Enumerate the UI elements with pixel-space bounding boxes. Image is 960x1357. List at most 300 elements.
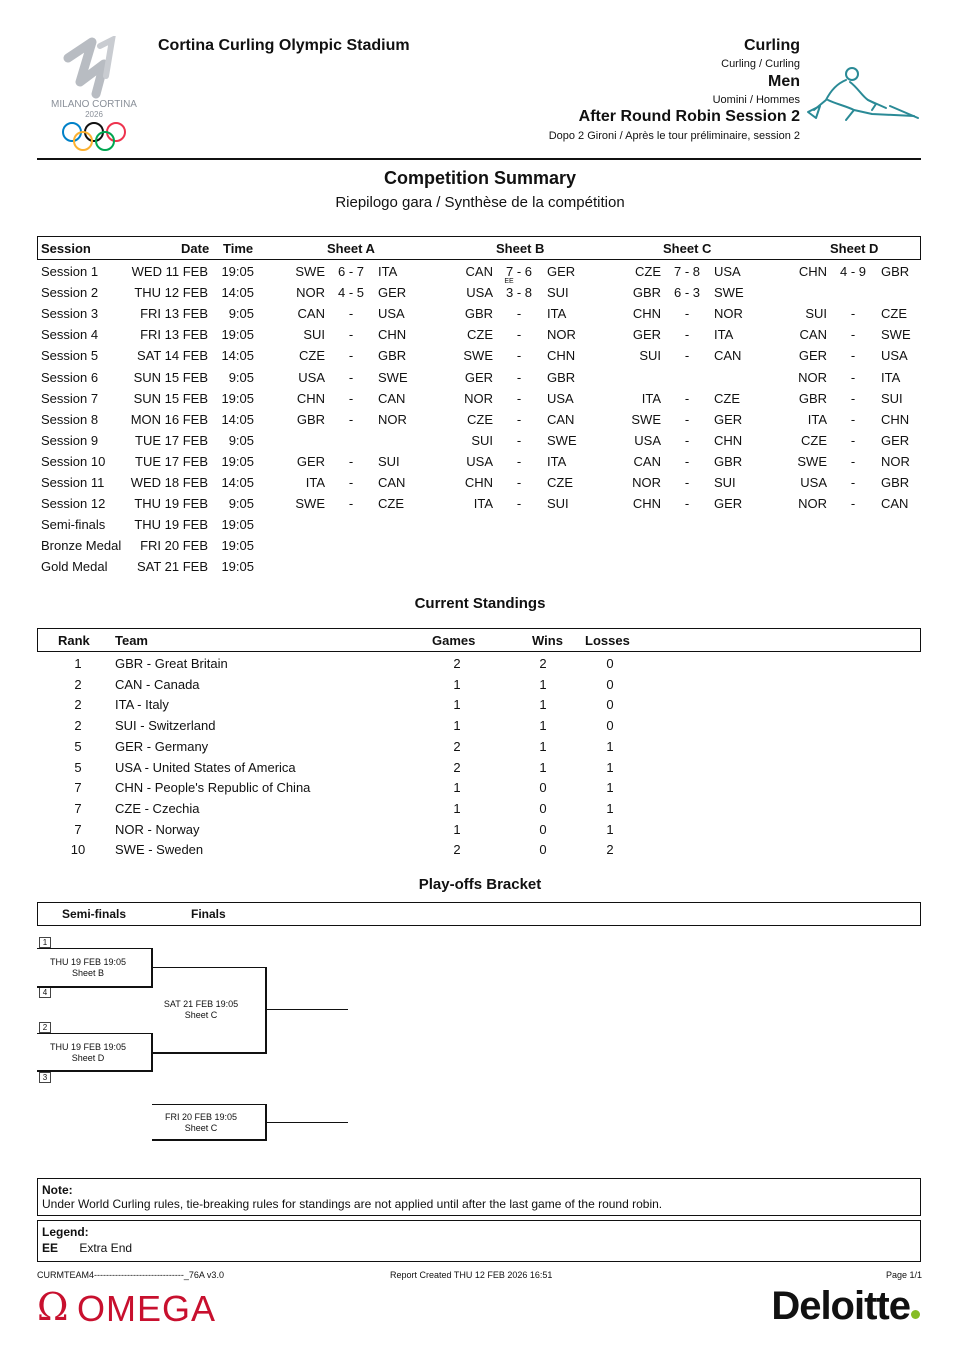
team-left: ITA	[473, 496, 493, 512]
team-left: SWE	[463, 348, 493, 364]
game-score: -	[684, 348, 690, 364]
bracket-line	[37, 1033, 152, 1034]
games-logo	[40, 36, 148, 154]
session-date: SUN 15 FEB	[133, 369, 208, 385]
team-left: SWE	[631, 411, 661, 427]
standing-losses: 0	[606, 718, 614, 734]
standing-losses: 1	[606, 821, 614, 837]
team-right: USA	[547, 390, 574, 406]
team-right: SWE	[378, 369, 408, 385]
standing-rank: 7	[74, 780, 82, 796]
session-time: 14:05	[221, 348, 254, 364]
game-score: -	[348, 496, 354, 512]
session-name: Session 2	[41, 285, 99, 301]
standing-team: CAN - Canada	[115, 676, 200, 692]
team-left: GBR	[632, 285, 661, 301]
team-right: SUI	[714, 475, 736, 490]
standing-games: 2	[453, 738, 461, 754]
final-date: SAT 21 FEB 19:05	[163, 999, 239, 1009]
semi-2-date: THU 19 FEB 19:05	[49, 1042, 127, 1052]
standing-losses: 0	[606, 656, 614, 671]
standing-rank: 7	[74, 800, 82, 816]
standings-row	[0, 822, 960, 843]
team-right: SUI	[378, 453, 400, 469]
team-left: USA	[298, 369, 325, 385]
team-right: GER	[881, 432, 910, 448]
header-divider	[37, 158, 921, 160]
team-right: GER	[378, 285, 407, 301]
team-left: SUI	[303, 327, 325, 343]
standing-rank: 5	[74, 759, 82, 775]
team-left: NOR	[296, 285, 325, 301]
note-box	[37, 1178, 921, 1216]
bracket-line	[37, 986, 152, 988]
team-right: GER	[714, 496, 743, 512]
game-score: -	[348, 453, 354, 469]
session-name: Session 12	[41, 496, 106, 512]
session-date: THU 12 FEB	[134, 285, 208, 301]
game-score: -	[850, 390, 856, 406]
session-time: 19:05	[221, 390, 254, 406]
standing-wins: 1	[539, 697, 547, 713]
game-score: 6 - 7	[337, 264, 364, 279]
standing-rank: 1	[74, 656, 82, 671]
standing-wins: 1	[539, 738, 547, 754]
team-left: ITA	[305, 475, 325, 490]
team-right: CZE	[714, 390, 740, 406]
phase-subtitle: Dopo 2 Gironi / Après le tour préliminaire, session 2	[548, 130, 800, 142]
game-score: -	[850, 411, 856, 427]
bracket-line	[152, 967, 267, 968]
game-score: -	[516, 327, 522, 343]
omega-wordmark: OMEGA	[76, 1288, 216, 1329]
team-left: CAN	[799, 327, 827, 343]
bracket-line	[152, 1104, 267, 1105]
session-date: THU 19 FEB	[134, 517, 208, 533]
team-right: CAN	[378, 390, 406, 406]
team-left: CAN	[465, 264, 493, 279]
extra-end-badge: EE	[504, 278, 514, 285]
standing-rank: 2	[74, 697, 82, 713]
bronze-date: FRI 20 FEB 19:05	[164, 1112, 238, 1122]
session-date: FRI 13 FEB	[140, 306, 208, 322]
standing-team: GER - Germany	[115, 738, 209, 754]
standings-row	[0, 656, 960, 677]
game-score: -	[516, 432, 522, 448]
game-score: -	[684, 390, 690, 406]
sport-subtitle: Curling / Curling	[721, 58, 800, 70]
bracket-line	[37, 948, 152, 949]
standing-wins: 0	[539, 800, 547, 816]
session-name: Session 10	[41, 453, 106, 469]
team-right: NOR	[881, 453, 910, 469]
team-left: CZE	[299, 348, 325, 364]
team-left: NOR	[798, 369, 827, 385]
bracket-line	[152, 1052, 267, 1054]
col-sheet-d: Sheet D	[830, 241, 879, 256]
session-time: 9:05	[228, 496, 254, 512]
session-date: MON 16 FEB	[130, 411, 208, 427]
schedule-row	[0, 306, 960, 327]
team-right: ITA	[378, 264, 398, 279]
session-name: Session 6	[41, 369, 99, 385]
session-name: Session 11	[41, 475, 105, 490]
schedule-row	[0, 454, 960, 475]
standings-row	[0, 760, 960, 781]
standing-wins: 1	[539, 676, 547, 692]
standings-title: Current Standings	[414, 595, 546, 612]
team-right: GBR	[547, 369, 576, 385]
team-left: CHN	[296, 390, 325, 406]
team-right: ITA	[547, 306, 567, 322]
game-score: -	[684, 496, 690, 512]
col-sheet-b: Sheet B	[496, 241, 545, 256]
game-score: -	[850, 453, 856, 469]
team-right: CZE	[547, 475, 573, 490]
schedule-row	[0, 559, 960, 580]
curling-pictogram-icon	[806, 66, 922, 124]
team-left: CHN	[464, 475, 493, 490]
schedule-row	[0, 391, 960, 412]
phase-title: After Round Robin Session 2	[578, 108, 800, 125]
standings-header	[37, 628, 921, 652]
seed-badge: 2	[39, 1022, 51, 1033]
team-left: NOR	[798, 496, 827, 512]
team-left: GBR	[464, 306, 493, 322]
standings-row	[0, 801, 960, 822]
standing-games: 2	[453, 759, 461, 775]
team-right: SWE	[714, 285, 744, 301]
standings-row	[0, 677, 960, 698]
report-code: CURMTEAM4------------------------------_76A v3.0	[37, 1270, 224, 1280]
game-score: -	[348, 348, 354, 364]
team-right: CZE	[378, 496, 404, 512]
col-session: Session	[41, 241, 91, 256]
team-left: SWE	[295, 264, 325, 279]
session-time: 14:05	[221, 285, 254, 301]
team-right: CAN	[378, 475, 406, 490]
bronze-game	[155, 1112, 247, 1134]
team-right: CAN	[547, 411, 575, 427]
team-left: SUI	[805, 306, 827, 322]
team-right: GBR	[714, 453, 743, 469]
team-right: SUI	[881, 390, 903, 406]
team-left: USA	[466, 453, 493, 469]
team-left: SUI	[639, 348, 661, 364]
standing-games: 2	[453, 842, 461, 858]
standing-games: 1	[453, 800, 461, 816]
game-score: -	[348, 390, 354, 406]
session-time: 14:05	[221, 411, 254, 427]
semi-1-sheet: Sheet B	[71, 968, 105, 978]
team-right: CHN	[714, 432, 743, 448]
schedule-row	[0, 348, 960, 369]
legend-desc: Extra End	[79, 1241, 133, 1255]
game-score: 4 - 5	[337, 285, 364, 301]
team-right: CAN	[881, 496, 909, 512]
session-time: 19:05	[221, 327, 254, 343]
game-score: 7 - 8	[673, 264, 700, 279]
team-left: CHN	[632, 496, 661, 512]
col-sheet-a: Sheet A	[327, 241, 375, 256]
page-subtitle: Riepilogo gara / Synthèse de la compétition	[335, 194, 625, 211]
game-score: -	[348, 475, 354, 490]
team-right: NOR	[714, 306, 743, 322]
team-right: ITA	[881, 369, 901, 385]
session-date: THU 19 FEB	[134, 496, 208, 512]
team-left: CAN	[633, 453, 661, 469]
team-right: NOR	[547, 327, 576, 343]
game-score: -	[684, 432, 690, 448]
team-left: NOR	[632, 475, 661, 490]
team-left: NOR	[464, 390, 493, 406]
session-date: WED 18 FEB	[130, 475, 208, 490]
semi-1-date: THU 19 FEB 19:05	[49, 957, 127, 967]
session-date: FRI 20 FEB	[140, 538, 208, 554]
schedule-row	[0, 517, 960, 538]
team-right: NOR	[378, 411, 407, 427]
session-name: Session 8	[41, 411, 99, 427]
session-date: TUE 17 FEB	[135, 453, 208, 469]
team-left: CZE	[467, 327, 493, 343]
omega-symbol-icon: Ω	[37, 1285, 69, 1329]
legend-code: EE	[42, 1241, 59, 1255]
session-date: SUN 15 FEB	[133, 390, 208, 406]
session-time: 19:05	[221, 559, 254, 575]
bracket-col-finals: Finals	[191, 907, 226, 921]
session-date: FRI 13 FEB	[140, 327, 208, 343]
session-name: Session 5	[41, 348, 99, 364]
standings-row	[0, 780, 960, 801]
game-score: -	[348, 306, 354, 322]
semi-2-sheet: Sheet D	[71, 1053, 105, 1063]
game-score: 4 - 9	[839, 264, 866, 279]
svg-text:2026: 2026	[85, 110, 103, 119]
col-team: Team	[115, 633, 148, 648]
team-right: CAN	[714, 348, 742, 364]
session-name: Session 1	[41, 264, 99, 279]
team-left: USA	[466, 285, 493, 301]
team-left: USA	[800, 475, 827, 490]
standing-rank: 7	[74, 821, 82, 837]
game-score: -	[850, 475, 856, 490]
game-score: -	[684, 327, 690, 343]
session-name: Bronze Medal	[41, 538, 122, 554]
team-left: GER	[632, 327, 661, 343]
col-losses: Losses	[585, 633, 630, 648]
standing-losses: 1	[606, 759, 614, 775]
session-name: Semi-finals	[41, 517, 106, 533]
deloitte-logo	[771, 1284, 920, 1328]
session-name: Session 4	[41, 327, 99, 343]
col-wins: Wins	[532, 633, 563, 648]
schedule-row	[0, 285, 960, 306]
standing-team: SWE - Sweden	[115, 842, 204, 858]
game-score: -	[348, 411, 354, 427]
team-left: CZE	[467, 411, 493, 427]
game-score: -	[850, 348, 856, 364]
svg-text:MILANO CORTINA: MILANO CORTINA	[51, 99, 137, 110]
session-name: Session 7	[41, 390, 99, 406]
standing-wins: 0	[539, 780, 547, 796]
bracket-line	[152, 1139, 267, 1141]
game-score: -	[516, 369, 522, 385]
standing-team: CHN - People's Republic of China	[115, 780, 311, 796]
team-left: CAN	[297, 306, 325, 322]
game-score: -	[850, 306, 856, 322]
seed-badge: 1	[39, 937, 51, 948]
standings-row	[0, 718, 960, 739]
standing-games: 2	[453, 656, 461, 671]
standing-rank: 5	[74, 738, 82, 754]
session-time: 19:05	[221, 538, 254, 554]
standings-row	[0, 739, 960, 760]
col-date: Date	[181, 241, 210, 256]
standing-games: 1	[453, 676, 461, 692]
standing-games: 1	[453, 697, 461, 713]
col-time: Time	[223, 241, 254, 256]
note-label: Note:	[42, 1183, 73, 1197]
team-right: GBR	[881, 264, 910, 279]
bronze-winner-line	[266, 1122, 348, 1123]
game-score: 3 - 8	[505, 285, 532, 301]
standing-team: GBR - Great Britain	[115, 656, 228, 671]
team-right: GBR	[881, 475, 910, 490]
deloitte-dot-icon	[911, 1310, 920, 1319]
team-left: GBR	[296, 411, 325, 427]
team-right: USA	[378, 306, 405, 322]
bracket-line	[151, 948, 153, 988]
game-score: -	[850, 369, 856, 385]
schedule-body	[0, 264, 960, 584]
session-time: 9:05	[228, 306, 254, 322]
schedule-row	[0, 496, 960, 517]
schedule-row	[0, 370, 960, 391]
team-right: GBR	[378, 348, 407, 364]
standing-wins: 0	[539, 821, 547, 837]
standing-games: 1	[453, 821, 461, 837]
session-time: 19:05	[221, 264, 254, 279]
semi-1-game	[40, 957, 136, 979]
standing-losses: 1	[606, 800, 614, 816]
milano-cortina-emblem	[40, 36, 148, 154]
semi-2-game	[40, 1042, 136, 1064]
game-score: -	[516, 411, 522, 427]
standing-wins: 1	[539, 759, 547, 775]
team-left: ITA	[641, 390, 661, 406]
team-left: SUI	[471, 432, 493, 448]
session-time: 19:05	[221, 517, 254, 533]
schedule-row	[0, 538, 960, 559]
game-score: 6 - 3	[673, 285, 700, 301]
game-score: -	[684, 475, 690, 490]
session-name: Gold Medal	[41, 559, 108, 575]
final-winner-line	[266, 1009, 348, 1010]
schedule-row	[0, 475, 960, 496]
bracket-line	[265, 967, 267, 1054]
legend-label: Legend:	[42, 1225, 89, 1239]
sport-title: Curling	[744, 37, 800, 54]
team-right: USA	[714, 264, 741, 279]
game-score: -	[850, 327, 856, 343]
standing-team: CZE - Czechia	[115, 800, 200, 816]
team-right: SWE	[881, 327, 911, 343]
team-left: CZE	[801, 432, 827, 448]
game-score: 7 - 6	[505, 264, 532, 279]
standing-team: USA - United States of America	[115, 759, 296, 775]
standing-losses: 1	[606, 738, 614, 754]
session-time: 14:05	[221, 475, 254, 490]
session-date: TUE 17 FEB	[135, 432, 208, 448]
game-score: -	[516, 306, 522, 322]
gender-title: Men	[768, 73, 800, 90]
standing-team: SUI - Switzerland	[115, 718, 216, 734]
deloitte-wordmark: Deloitte	[771, 1284, 910, 1328]
standing-losses: 2	[606, 842, 614, 858]
team-left: GBR	[798, 390, 827, 406]
game-score: -	[684, 306, 690, 322]
session-time: 9:05	[228, 369, 254, 385]
standing-games: 1	[453, 718, 461, 734]
bronze-sheet: Sheet C	[184, 1123, 218, 1133]
standing-team: NOR - Norway	[115, 821, 200, 837]
seed-badge: 4	[39, 987, 51, 998]
schedule-header	[37, 236, 921, 260]
team-right: CHN	[881, 411, 910, 427]
venue-name: Cortina Curling Olympic Stadium	[158, 37, 410, 54]
note-text: Under World Curling rules, tie-breaking rules for standings are not applied until after the last game of the round robin.	[42, 1197, 663, 1211]
team-left: GER	[798, 348, 827, 364]
team-left: SWE	[797, 453, 827, 469]
standings-body	[0, 656, 960, 868]
team-right: CHN	[547, 348, 576, 364]
bracket-col-semis: Semi-finals	[62, 907, 127, 921]
gender-subtitle: Uomini / Hommes	[712, 94, 800, 106]
team-right: USA	[881, 348, 908, 364]
schedule-row	[0, 433, 960, 454]
team-right: SWE	[547, 432, 577, 448]
standing-rank: 2	[74, 676, 82, 692]
session-time: 19:05	[221, 453, 254, 469]
game-score: -	[850, 432, 856, 448]
standing-losses: 0	[606, 676, 614, 692]
game-score: -	[516, 496, 522, 512]
game-score: -	[516, 475, 522, 490]
standing-wins: 2	[539, 656, 547, 671]
col-games: Games	[432, 633, 476, 648]
team-left: ITA	[807, 411, 827, 427]
standing-games: 1	[453, 780, 461, 796]
team-left: GER	[296, 453, 325, 469]
session-name: Session 3	[41, 306, 99, 322]
game-score: -	[684, 411, 690, 427]
final-sheet: Sheet C	[184, 1010, 218, 1020]
session-time: 9:05	[228, 432, 254, 448]
team-right: ITA	[714, 327, 734, 343]
session-date: SAT 21 FEB	[136, 559, 208, 575]
team-left: SWE	[295, 496, 325, 512]
team-right: CZE	[881, 306, 907, 322]
schedule-row	[0, 412, 960, 433]
game-score: -	[850, 496, 856, 512]
bracket-line	[37, 1070, 152, 1072]
team-left: CHN	[632, 306, 661, 322]
page-number: Page 1/1	[885, 1270, 922, 1280]
team-left: USA	[634, 432, 661, 448]
standing-losses: 0	[606, 697, 614, 713]
team-right: SUI	[547, 496, 569, 512]
session-name: Session 9	[41, 432, 99, 448]
